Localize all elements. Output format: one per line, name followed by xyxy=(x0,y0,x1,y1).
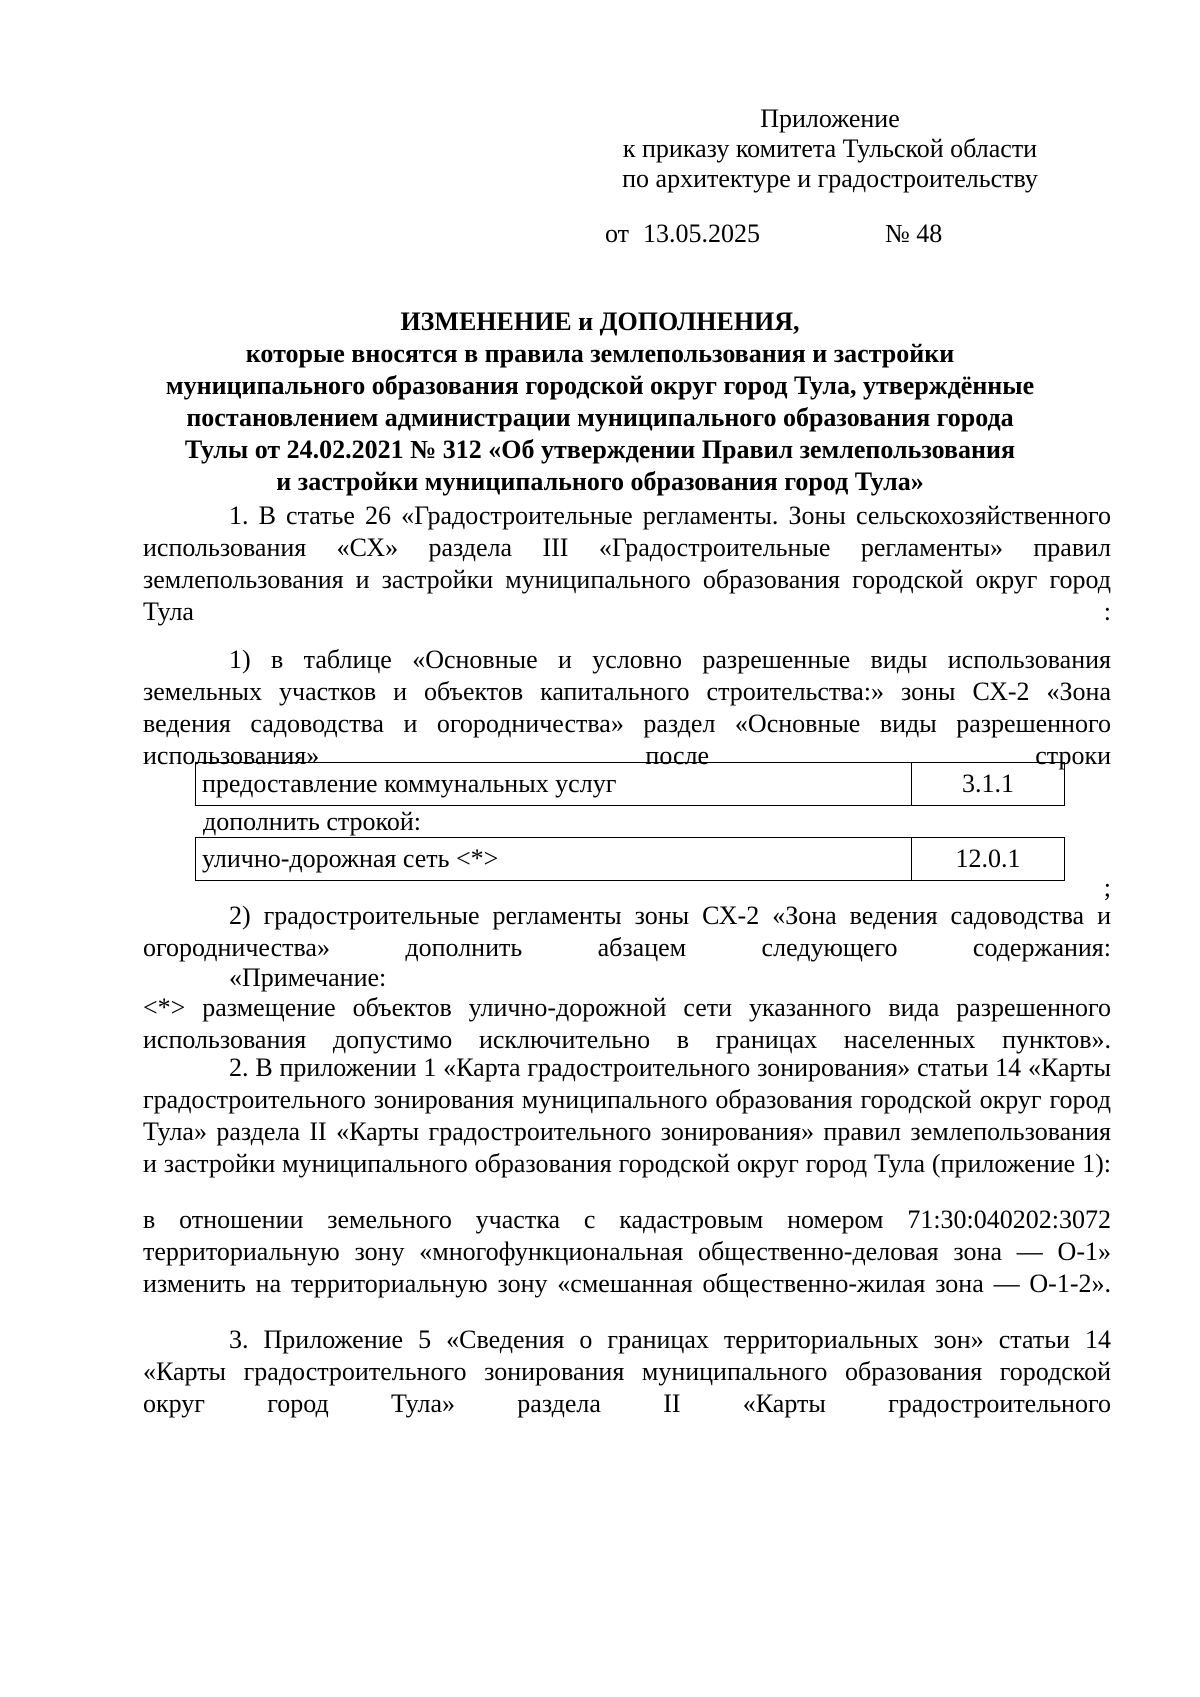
title-line: и застройки муниципального образования город Тула» xyxy=(276,467,924,496)
document-title xyxy=(130,306,1070,498)
table-cell-name: предоставление коммунальных услуг xyxy=(196,763,912,806)
section-1-intro: 1. В статье 26 «Градостроительные регламенты. Зоны сельскохозяйственного использования «СХ» раздела III «Градостроительные регламенты» правил землепользования и застройки муниципального образования городской округ город Тула : xyxy=(143,501,1111,626)
section-3-text: 3. Приложение 5 «Сведения о границах территориальных зон» статьи 14 «Карты градостроительного зонирования муниципального образования городской округ город Тула» раздела II «Карты градостроительного xyxy=(143,1325,1111,1418)
table-after-row xyxy=(195,762,1065,806)
appendix-order-line: к приказу комитета Тульской области xyxy=(622,134,1038,163)
section-2-sub: в отношении земельного участка с кадастровым номером 71:30:040202:3072 территориальную зону «многофункциональная общественно-деловая зона — О-1» изменить на территориальную зону «смешанная общественно-жилая зона — О-1-2». xyxy=(143,1205,1111,1298)
appendix-committee-line: по архитектуре и градостроительству xyxy=(622,164,1038,193)
appendix-label: Приложение xyxy=(760,104,900,133)
add-row-label: дополнить строкой: xyxy=(203,807,421,836)
section-1-item-1: 1) в таблице «Основные и условно разрешенные виды использования земельных участков и объектов капитального строительства:» зоны СХ-2 «Зона ведения садоводства и огородничества» раздел «Основные виды разрешенного использования» после строки xyxy=(143,645,1111,770)
note-label: «Примечание: xyxy=(229,963,387,992)
title-line: Тулы от 24.02.2021 № 312 «Об утверждении Правил землепользования xyxy=(184,435,1016,464)
table-cell-code: 3.1.1 xyxy=(912,763,1065,806)
order-number: № 48 xyxy=(885,219,943,248)
date-prefix: от xyxy=(605,219,630,248)
section-2-text: 2. В приложении 1 «Карта градостроительного зонирования» статьи 14 «Карты градостроительного зонирования муниципального образования городской округ город Тула» раздела II «Карты градостроительного зонирования» правил землепользования и застройки муниципального образования городской округ город Тула (приложение 1): xyxy=(143,1053,1111,1178)
table-row xyxy=(196,763,1065,806)
title-line: ИЗМЕНЕНИЕ и ДОПОЛНЕНИЯ, xyxy=(400,307,800,336)
table-cell-name: улично-дорожная сеть <*> xyxy=(196,838,912,881)
section-1-item-2: 2) градостроительные регламенты зоны СХ-2 «Зона ведения садоводства и огородничества» дополнить абзацем следующего содержания: xyxy=(143,901,1111,962)
title-line: постановлением администрации муниципального образования города xyxy=(186,403,1014,432)
title-line: муниципального образования городской округ город Тула, утверждённые xyxy=(165,371,1035,400)
table-cell-code: 12.0.1 xyxy=(912,838,1065,881)
order-date: 13.05.2025 xyxy=(643,219,760,248)
title-line: которые вносятся в правила землепользования и застройки xyxy=(245,339,955,368)
note-text: <*> размещение объектов улично-дорожной сети указанного вида разрешенного использования допустимо исключительно в границах населенных пунктов». xyxy=(143,993,1111,1054)
semicolon: ; xyxy=(1103,873,1111,902)
